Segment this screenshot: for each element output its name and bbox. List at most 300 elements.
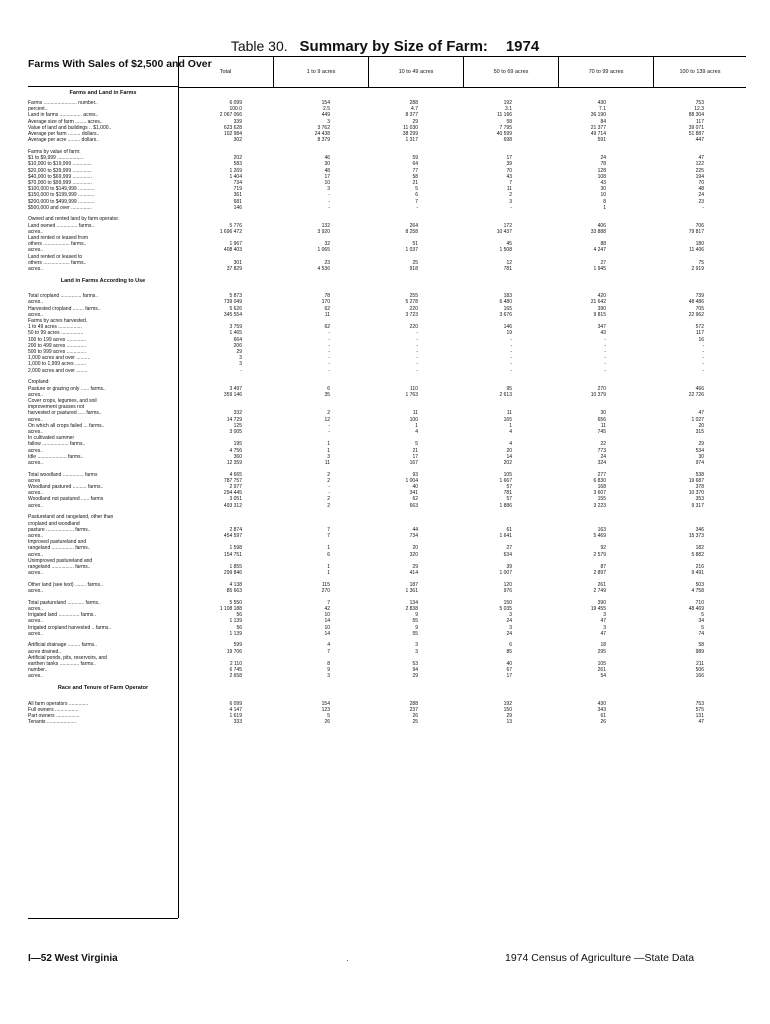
cell-value: 7.1: [599, 106, 606, 113]
cell-value: 4 138: [229, 581, 242, 588]
cell-value: 1 967: [229, 241, 242, 248]
cell-value: 781: [503, 490, 512, 497]
row-label: 50 to 99 acres ................: [28, 330, 84, 337]
cell-value: 5: [701, 612, 704, 619]
cell-value: 8 379: [317, 137, 330, 144]
cell-value: 406: [597, 222, 606, 229]
row-label: Farms by acres harvested.: [28, 318, 88, 324]
row-label: Value of land and buildings .. $1,000..: [28, 124, 112, 131]
cell-value: 4 536: [317, 266, 330, 272]
cell-value: 787 757: [223, 477, 242, 484]
cell-value: 5 550: [229, 599, 242, 606]
cell-value: 734: [409, 532, 418, 539]
cell-value: 3 223: [593, 502, 606, 509]
cell-value: 22 962: [688, 311, 704, 318]
cell-value: 1 139: [229, 618, 242, 625]
cell-value: 12 359: [226, 459, 242, 466]
cell-value: 1 855: [229, 563, 242, 570]
cell-value: 30: [600, 410, 606, 417]
row-label: Race and Tenure of Farm Operator: [57, 685, 149, 692]
cell-value: 32: [324, 241, 330, 248]
cell-value: 1 465: [229, 330, 242, 337]
cell-value: -: [328, 330, 330, 337]
cell-value: 30: [324, 161, 330, 168]
cell-value: 17: [506, 155, 512, 162]
cell-value: 1 139: [229, 630, 242, 637]
column-header: 100 to 139 acres: [653, 57, 746, 87]
row-label: 200 to 499 acres ..............: [28, 342, 87, 349]
cell-value: 237: [409, 706, 418, 713]
cell-value: 14 729: [226, 416, 242, 423]
cell-value: 572: [695, 324, 704, 331]
cell-value: 506: [695, 667, 704, 674]
cell-value: 11: [506, 410, 512, 417]
cell-value: 100.0: [229, 106, 242, 113]
cell-value: 270: [321, 588, 330, 594]
cell-value: -: [510, 355, 512, 362]
cell-value: 123: [321, 706, 330, 713]
cell-value: 1 027: [691, 416, 704, 423]
cell-value: 9 491: [691, 570, 704, 577]
cell-value: 420: [597, 293, 606, 300]
cell-value: 5: [415, 441, 418, 448]
cell-value: 62: [324, 305, 330, 312]
cell-value: 9: [415, 612, 418, 619]
cell-value: 503: [695, 581, 704, 588]
cell-value: 1: [327, 570, 330, 577]
cell-value: 216: [695, 563, 704, 570]
cell-value: 53: [412, 661, 418, 667]
cell-value: 3: [239, 361, 242, 368]
cell-value: 42: [324, 605, 330, 612]
column-header: 1 to 9 acres: [273, 57, 368, 87]
cell-value: 295: [597, 648, 606, 655]
cell-value: 2 613: [499, 391, 512, 398]
cell-value: 29: [412, 673, 418, 680]
cell-value: 2 977: [229, 484, 242, 490]
cell-value: 5 469: [593, 532, 606, 539]
column-header: Total: [219, 69, 232, 75]
bottom-rule: [28, 918, 178, 919]
cell-value: 46: [324, 155, 330, 162]
cell-value: 3 759: [229, 324, 242, 331]
cell-value: 11: [506, 186, 512, 193]
cell-value: 165: [503, 305, 512, 312]
cell-value: 26: [600, 719, 606, 726]
row-label: acres..: [28, 490, 44, 497]
cell-value: 1 317: [405, 137, 418, 144]
cell-value: 150: [503, 706, 512, 713]
cell-value: 48 486: [688, 299, 704, 306]
cell-value: 656: [597, 416, 606, 423]
cell-value: -: [328, 490, 330, 497]
cell-value: 324: [597, 459, 606, 466]
row-label: Total woodland ............... farms: [28, 471, 98, 478]
cell-value: 288: [409, 100, 418, 106]
cell-value: 4 758: [691, 588, 704, 594]
cell-value: 1: [415, 422, 418, 429]
cell-value: 1 598: [229, 545, 242, 552]
row-label: acres..: [28, 673, 44, 680]
cell-value: 6 480: [499, 299, 512, 306]
row-label: Tenants .....................: [28, 719, 77, 726]
cell-value: 43: [600, 330, 606, 337]
cell-value: -: [416, 361, 418, 368]
cell-value: 36 190: [590, 112, 606, 119]
row-label: 1 to 49 acres .................: [28, 324, 82, 331]
cell-value: 24: [506, 618, 512, 625]
cell-value: 7: [327, 599, 330, 606]
cell-value: 128: [597, 167, 606, 174]
cell-value: 277: [597, 471, 606, 478]
cell-value: 332: [233, 410, 242, 417]
row-label: Artificial drainage ......... farms..: [28, 642, 97, 649]
row-label: 100 to 199 acres ..............: [28, 336, 87, 343]
row-label: Woodland not pastured ...... farms: [28, 496, 104, 503]
cell-value: 7: [327, 648, 330, 655]
cell-value: 288: [409, 700, 418, 707]
cell-value: 534: [695, 447, 704, 454]
row-label: acres..: [28, 588, 44, 594]
cell-value: 3: [509, 624, 512, 631]
row-label: acres..: [28, 551, 44, 558]
cell-value: 390: [597, 305, 606, 312]
cell-value: 30: [698, 453, 704, 460]
row-label: acres..: [28, 299, 44, 306]
cell-value: 345 554: [223, 311, 242, 318]
cell-value: 24: [600, 453, 606, 460]
cell-value: -: [416, 330, 418, 337]
cell-value: 154 751: [223, 551, 242, 558]
cell-value: 61: [600, 713, 606, 719]
cell-value: 634: [503, 551, 512, 558]
row-label: rangeland ................ farms..: [28, 563, 91, 570]
cell-value: 6 830: [593, 477, 606, 484]
cell-value: 85 663: [226, 588, 242, 594]
row-label: Total pastureland ............ farms..: [28, 599, 101, 606]
cell-value: 51 887: [688, 131, 704, 137]
cell-value: -: [240, 367, 242, 374]
cell-value: 19: [506, 330, 512, 337]
cell-value: 25: [412, 719, 418, 726]
cell-value: 47: [600, 618, 606, 625]
cell-value: 8 258: [405, 228, 418, 235]
cell-value: 94: [412, 667, 418, 674]
cell-value: 38 299: [402, 131, 418, 137]
cell-value: 30: [600, 186, 606, 193]
row-label: acres..: [28, 311, 44, 318]
cell-value: 180: [695, 241, 704, 248]
cell-value: 2 838: [405, 605, 418, 612]
cell-value: 378: [695, 484, 704, 490]
cell-value: 1: [603, 204, 606, 211]
cell-value: 1 667: [499, 477, 512, 484]
cell-value: 58: [412, 173, 418, 180]
cell-value: 2.5: [323, 106, 330, 113]
footer-source-label: 1974 Census of Agriculture —State Data: [505, 952, 695, 964]
cell-value: 10: [324, 624, 330, 631]
row-label: $150,000 to $199,999 ............: [28, 192, 95, 199]
cell-value: 1 269: [229, 167, 242, 174]
cell-value: 11: [600, 422, 606, 429]
cell-value: -: [604, 355, 606, 362]
cell-value: 84: [600, 118, 606, 125]
cell-value: -: [328, 422, 330, 429]
cell-value: 339: [233, 118, 242, 125]
cell-value: 194: [695, 173, 704, 180]
row-label: others ................... farms..: [28, 259, 87, 266]
cell-value: 23: [698, 198, 704, 205]
cell-value: 39: [506, 563, 512, 570]
cell-value: 3 723: [405, 311, 418, 318]
cell-value: 5: [327, 713, 330, 719]
cell-value: 192: [503, 700, 512, 707]
cell-value: 132: [321, 222, 330, 229]
cell-value: 27: [506, 545, 512, 552]
cell-value: 1: [327, 441, 330, 448]
cell-value: 315: [695, 428, 704, 435]
cell-value: 2: [327, 502, 330, 509]
cell-value: 706: [695, 222, 704, 229]
row-label: earthen tanks .............. farms..: [28, 661, 96, 667]
cell-value: 11: [324, 311, 330, 318]
row-label: acres..: [28, 630, 44, 637]
cell-value: 2: [509, 192, 512, 199]
row-label: Farms ........................ number..: [28, 100, 98, 106]
cell-value: 6 745: [229, 667, 242, 674]
cell-value: 719: [233, 186, 242, 193]
cell-value: 74: [698, 630, 704, 637]
cell-value: 115: [322, 581, 330, 588]
cell-value: 75: [698, 259, 704, 266]
cell-value: 59: [412, 155, 418, 162]
cell-value: -: [328, 367, 330, 374]
cell-value: 19 706: [226, 648, 242, 655]
cell-value: 11 166: [497, 112, 512, 119]
row-label: Cropland:: [28, 379, 50, 386]
column-header-row: [178, 56, 746, 88]
cell-value: 85: [506, 648, 512, 655]
cell-value: 95: [506, 385, 512, 392]
cell-value: 255: [409, 293, 418, 300]
cell-value: 79 817: [688, 228, 704, 235]
cell-value: 9 317: [691, 502, 704, 509]
cell-value: 29: [506, 713, 512, 719]
cell-value: 4: [509, 428, 512, 435]
row-label: Unimproved pastureland and: [28, 557, 93, 564]
row-label: acres..: [28, 247, 44, 254]
cell-value: 202: [503, 459, 512, 466]
cell-value: 3 051: [229, 496, 242, 503]
cell-value: 989: [695, 648, 704, 655]
cell-value: 131: [695, 713, 704, 719]
cell-value: 61: [506, 526, 512, 533]
table-body: [28, 90, 748, 916]
cell-value: 27: [600, 259, 606, 266]
cell-value: 3.1: [505, 106, 512, 113]
row-label: acres..: [28, 266, 44, 272]
cell-value: 6: [327, 551, 330, 558]
cell-value: 11: [412, 410, 418, 417]
cell-value: 347: [597, 324, 606, 331]
cell-value: 33 888: [590, 228, 606, 235]
cell-value: -: [702, 355, 704, 362]
cell-value: 93: [412, 471, 418, 478]
row-label: $20,000 to $39,999 ..............: [28, 167, 92, 174]
cell-value: 3: [509, 612, 512, 619]
row-label: acres..: [28, 228, 44, 235]
cell-value: -: [416, 367, 418, 374]
row-label: Land owned ............... farms..: [28, 222, 95, 229]
row-label: In cultivated summer: [28, 435, 75, 442]
cell-value: 12.3: [694, 106, 704, 113]
cell-value: 333: [233, 719, 242, 726]
cell-value: 29: [698, 441, 704, 448]
cell-value: 26: [324, 719, 330, 726]
row-label: $200,000 to $499,999 ............: [28, 198, 95, 205]
cell-value: 745: [597, 428, 606, 435]
cell-value: 23: [324, 259, 330, 266]
cell-value: 414: [409, 570, 418, 577]
row-label: acres..: [28, 502, 44, 509]
cell-value: 3: [327, 186, 330, 193]
cell-value: 78: [324, 293, 330, 300]
cell-value: 1 004: [405, 477, 418, 484]
cell-value: 663: [409, 502, 418, 509]
cell-value: 105: [597, 661, 606, 667]
cell-value: -: [328, 336, 330, 343]
cell-value: -: [510, 367, 512, 374]
cell-value: 5 278: [405, 299, 418, 306]
cell-value: 739 049: [223, 299, 242, 306]
row-label: Full owners .................: [28, 706, 79, 713]
cell-value: 17: [324, 173, 330, 180]
row-label: Pastureland and rangeland, other than: [28, 514, 114, 521]
cell-value: 48: [698, 186, 704, 193]
row-label: Land in farms ................ acres..: [28, 112, 99, 119]
cell-value: 4 247: [593, 247, 606, 254]
row-label: Land rented or leased from: [28, 235, 89, 241]
cell-value: 4: [415, 428, 418, 435]
cell-value: 447: [695, 137, 704, 144]
cell-value: 163: [597, 526, 606, 533]
cell-value: 47: [698, 155, 704, 162]
cell-value: 8: [327, 661, 330, 667]
cell-value: 11 406: [689, 247, 704, 254]
cell-value: 974: [695, 459, 704, 466]
cell-value: 9: [415, 624, 418, 631]
cell-value: 773: [597, 447, 606, 454]
cell-value: 3: [603, 612, 606, 619]
row-label: 2,000 acres and over ........: [28, 367, 88, 374]
row-label: Part owners .................: [28, 713, 80, 719]
cell-value: 3 497: [229, 385, 242, 392]
cell-value: 5 776: [229, 222, 242, 229]
cell-value: 918: [409, 266, 418, 272]
cell-value: 1: [327, 447, 330, 454]
cell-value: -: [328, 342, 330, 349]
row-label: 500 to 999 acres ..............: [28, 349, 87, 355]
cell-value: 22 726: [688, 391, 704, 398]
cell-value: 150: [503, 599, 512, 606]
cell-value: -: [328, 349, 330, 355]
row-label: percent..: [28, 106, 48, 113]
row-label: Pasture or grazing only ...... farms..: [28, 385, 106, 392]
cell-value: 24: [600, 155, 606, 162]
cell-value: 3: [327, 673, 330, 680]
cell-value: 110: [410, 385, 418, 392]
cell-value: 538: [695, 471, 704, 478]
cell-value: 1 696 472: [219, 228, 242, 235]
cell-value: 270: [597, 385, 606, 392]
cell-value: -: [328, 198, 330, 205]
cell-value: 17: [412, 453, 418, 460]
cell-value: 1 619: [229, 713, 242, 719]
cell-value: 7: [415, 198, 418, 205]
row-label: Artificial ponds, pits, reservoirs, and: [28, 654, 107, 661]
cell-value: 57: [506, 496, 512, 503]
cell-value: 320: [409, 551, 418, 558]
row-label: acres..: [28, 428, 44, 435]
cell-value: 37 829: [226, 266, 242, 272]
row-label: Farms by value of farm:: [28, 148, 81, 155]
table-year: 1974: [505, 38, 540, 55]
cell-value: -: [604, 361, 606, 368]
cell-value: 165: [503, 416, 512, 423]
cell-value: 681: [233, 198, 242, 205]
cell-value: 753: [695, 100, 704, 106]
cell-value: -: [510, 204, 512, 211]
cell-value: 105: [503, 471, 512, 478]
cell-value: -: [604, 367, 606, 374]
cell-value: 35: [324, 391, 330, 398]
table-title: Summary by Size of Farm:: [299, 38, 488, 55]
cell-value: 359 146: [223, 391, 242, 398]
cell-value: 734: [233, 179, 242, 186]
cell-value: 623 628: [223, 124, 242, 131]
cell-value: 168: [597, 484, 606, 490]
cell-value: 353: [695, 496, 704, 503]
cell-value: 24 438: [314, 131, 330, 137]
row-label: acres..: [28, 447, 44, 454]
cell-value: 781: [503, 266, 512, 272]
cell-value: 6: [509, 642, 512, 649]
cell-value: 264: [409, 222, 418, 229]
cell-value: 3: [603, 624, 606, 631]
table-label: Table 30.: [230, 38, 288, 54]
cell-value: 341: [409, 490, 418, 497]
row-label: All farm operators ..............: [28, 700, 89, 707]
row-label: others ................... farms..: [28, 241, 87, 248]
row-label: acres..: [28, 618, 44, 625]
cell-value: 225: [695, 167, 704, 174]
cell-value: 2: [327, 496, 330, 503]
cell-value: -: [510, 342, 512, 349]
row-label: Land in Farms According to Use: [60, 277, 146, 284]
cell-value: 220: [409, 305, 418, 312]
cell-value: 24: [506, 630, 512, 637]
cell-value: 3: [327, 118, 330, 125]
cell-value: 192: [503, 100, 512, 106]
cell-value: 10: [324, 179, 330, 186]
cell-value: 4: [509, 441, 512, 448]
cell-value: 45: [506, 241, 512, 248]
cell-value: 87: [600, 563, 606, 570]
cell-value: 1 404: [229, 173, 242, 180]
cell-value: 10 379: [590, 391, 606, 398]
cell-value: 2: [327, 471, 330, 478]
cell-value: -: [510, 336, 512, 343]
